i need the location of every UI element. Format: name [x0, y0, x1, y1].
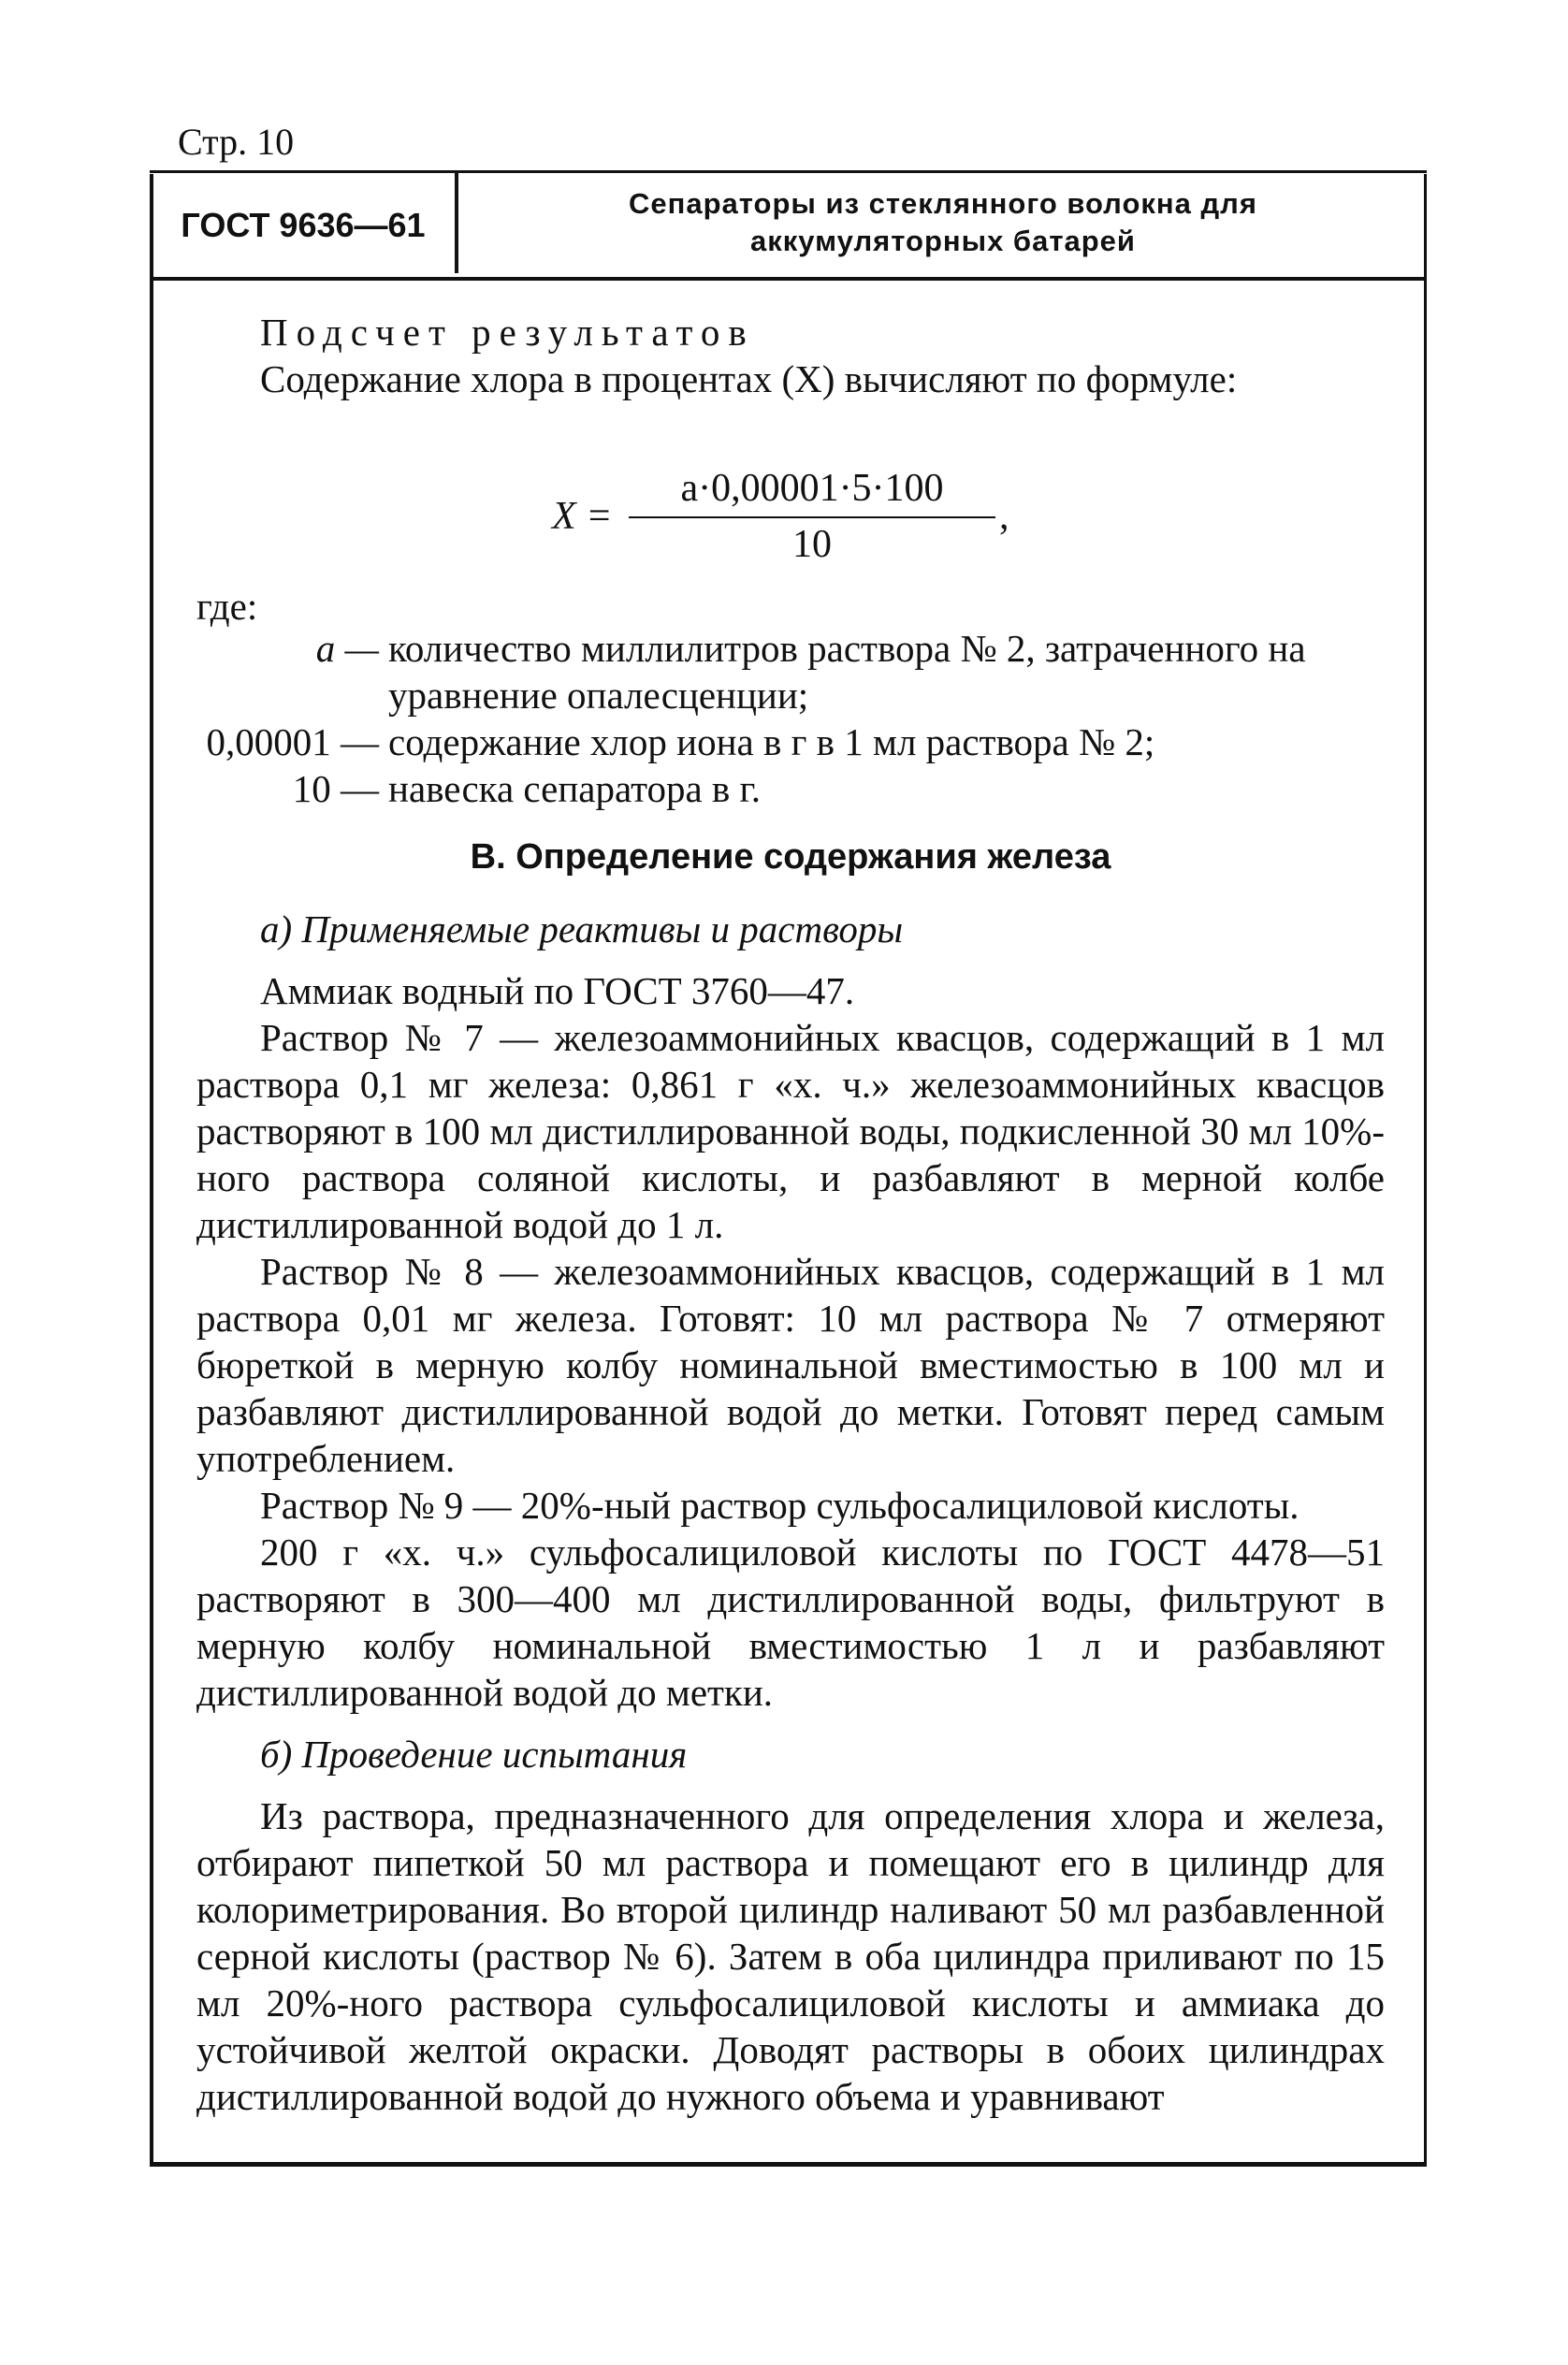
document-title-line1: Сепараторы из стеклянного волокна для: [629, 187, 1257, 220]
definition-text: количество миллилитров раствора № 2, затраченного на уравнение опалесценции;: [388, 627, 1306, 717]
calc-section: [196, 309, 1385, 402]
formula-lhs: X =: [552, 495, 613, 538]
calc-intro: Содержание хлора в процентах (X) вычисляют по формуле:: [260, 357, 1238, 400]
document-title: [462, 185, 1424, 269]
chlorine-formula: [552, 466, 1020, 569]
definitions-list: [196, 625, 1385, 812]
formula-denominator: 10: [792, 523, 832, 566]
formula-comma: ,: [999, 495, 1009, 538]
page-number: Стр. 10: [178, 121, 295, 163]
formula-fraction-bar: [629, 516, 995, 518]
subsection-b-heading: б) Проведение испытания: [260, 1733, 688, 1776]
formula-numerator: a·0,00001·5·100: [680, 467, 944, 510]
paragraph: Раствор № 7 — железоаммонийных квасцов, содержащий в 1 мл раствора 0,1 мг железа: 0,861 г «х. ч.» железоаммонийных квасцов растворяют в 100 мл дистиллированной воды, подкисленной 30 мл 10%-ного раствора соляной кислоты, и разбавляют в мерной колбе дистиллированной водой до 1 л.: [196, 1016, 1385, 1246]
definition-item: [196, 625, 1385, 718]
subsection-a-heading: а) Применяемые реактивы и растворы: [260, 907, 904, 950]
document-title-line2: аккумуляторных батарей: [750, 225, 1136, 257]
definition-text: содержание хлор иона в г в 1 мл раствора № 2;: [388, 720, 1155, 763]
top-rule: [150, 170, 1427, 173]
paragraph: Раствор № 8 — железоаммонийных квасцов, содержащий в 1 мл раствора 0,01 мг железа. Готовят: 10 мл раствора № 7 отмеряют бюреткой в мерную колбу номинальной вместимостью в 100 мл и разбавляют дистиллированной водой до метки. Готовят перед самым употреблением.: [196, 1250, 1385, 1480]
definition-text: навеска сепаратора в г.: [388, 767, 761, 810]
definition-item: [196, 765, 1385, 812]
definition-term: 10 —: [292, 767, 379, 810]
definition-term: 0,00001 —: [206, 720, 379, 763]
where-label: где:: [196, 585, 258, 628]
iron-section: [196, 906, 1385, 2120]
document-header: [153, 174, 1424, 281]
header-divider: [455, 170, 458, 273]
paragraph: Из раствора, предназначенного для определения хлора и железа, отбирают пипеткой 50 мл раствора и помещают его в цилиндр для колориметрирования. Во второй цилиндр наливают 50 мл разбавленной серной кислоты (раствор № 6). Затем в оба цилиндра приливают по 15 мл 20%-ного раствора сульфосалициловой кислоты и аммиака до устойчивой желтой окраски. Доводят растворы в обоих цилиндрах дистиллированной водой до нужного объема и уравнивают: [196, 1794, 1385, 2118]
paragraph: Аммиак водный по ГОСТ 3760—47.: [260, 969, 855, 1012]
section-b-heading: В. Определение содержания железа: [470, 837, 1111, 877]
definition-item: [196, 718, 1385, 765]
paragraph: Раствор № 9 — 20%-ный раствор сульфосалициловой кислоты.: [260, 1484, 1299, 1527]
calc-heading: Подсчет результатов: [260, 311, 755, 354]
paragraph: 200 г «х. ч.» сульфосалициловой кислоты по ГОСТ 4478—51 растворяют в 300—400 мл дистиллированной воды, фильтруют в мерную колбу номинальной вместимостью 1 л и разбавляют дистиллированной водой до метки.: [196, 1531, 1385, 1714]
definition-term: a —: [315, 627, 379, 670]
gost-code: ГОСТ 9636—61: [181, 206, 426, 244]
